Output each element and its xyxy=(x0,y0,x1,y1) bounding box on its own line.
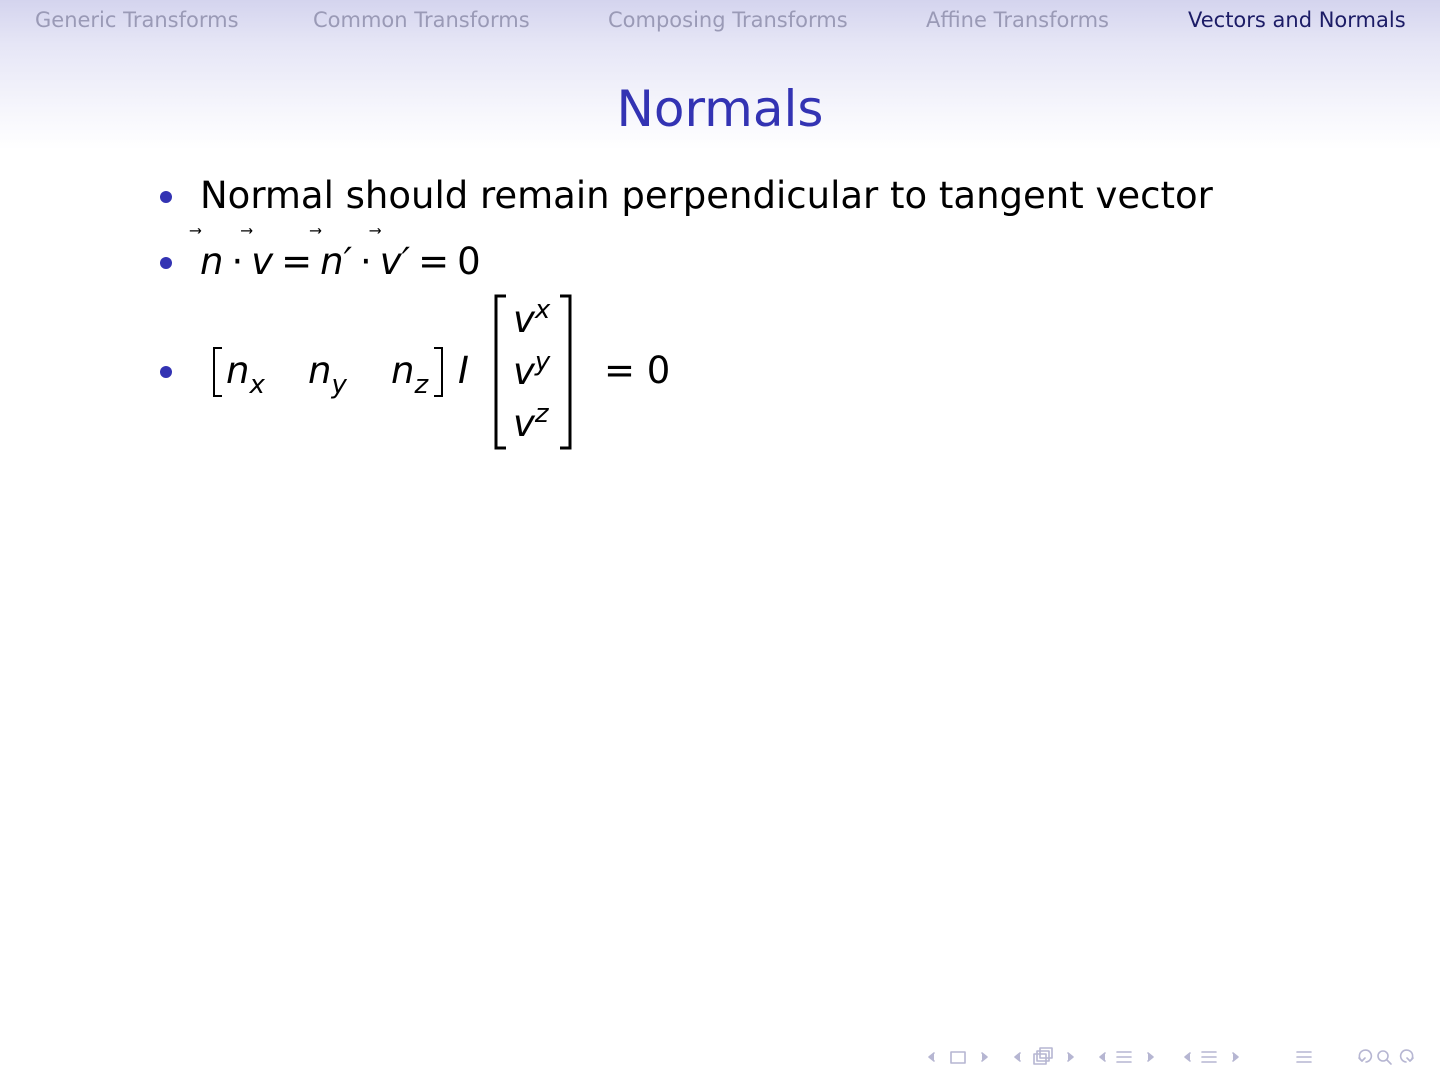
slide-prev-icon[interactable] xyxy=(1185,1053,1190,1061)
frame-icon xyxy=(951,1052,965,1063)
section-next-icon[interactable] xyxy=(1148,1053,1153,1061)
identity-matrix-symbol: I xyxy=(458,349,469,392)
dot-operator: · xyxy=(360,240,372,283)
equals-sign: = xyxy=(281,240,313,283)
column-entry-vy: $v^y$ xyxy=(513,347,551,393)
row-entry-nz: $n_z$ xyxy=(391,349,429,400)
bullet-marker xyxy=(160,366,172,378)
row-entry-nx: $n_x$ xyxy=(226,349,265,400)
beamer-navigation-bar xyxy=(920,1044,1430,1070)
equation-result: = 0 xyxy=(604,349,671,392)
row-entry-ny: $n_y$ xyxy=(308,349,347,400)
column-entry-vz: $v^z$ xyxy=(513,399,549,445)
vector-v-prime: v xyxy=(379,240,402,283)
nav-item-affine-transforms[interactable]: Affine Transforms xyxy=(926,8,1109,32)
zero-value: 0 xyxy=(457,240,481,283)
dot-operator: · xyxy=(231,240,244,283)
equals-sign: = xyxy=(418,240,450,283)
forward-icon[interactable] xyxy=(1401,1050,1413,1062)
vector-v: v xyxy=(251,240,274,283)
nav-item-composing-transforms[interactable]: Composing Transforms xyxy=(608,8,848,32)
frame-prev-icon[interactable] xyxy=(929,1053,934,1061)
vector-n-prime: n xyxy=(320,240,344,283)
section-icon xyxy=(1117,1052,1131,1062)
subsection-next-icon[interactable] xyxy=(1068,1053,1073,1061)
outline-icon[interactable] xyxy=(1297,1052,1311,1062)
vector-n: n xyxy=(200,240,224,283)
bullet-marker xyxy=(160,191,172,203)
frame-next-icon[interactable] xyxy=(982,1053,987,1061)
section-prev-icon[interactable] xyxy=(1100,1053,1105,1061)
equation-dot-product xyxy=(200,240,481,284)
subsection-icon xyxy=(1034,1048,1052,1064)
prime-mark: ′ xyxy=(401,240,411,283)
bullet-text: Normal should remain perpendicular to tangent vector xyxy=(200,174,1213,217)
search-icon[interactable] xyxy=(1378,1051,1391,1064)
section-navigation xyxy=(0,0,1440,40)
slide-next-icon[interactable] xyxy=(1233,1053,1238,1061)
prime-mark: ′ xyxy=(343,240,352,283)
bullet-marker xyxy=(160,257,172,269)
subsection-prev-icon[interactable] xyxy=(1015,1053,1020,1061)
nav-item-common-transforms[interactable]: Common Transforms xyxy=(313,8,530,32)
nav-item-generic-transforms[interactable]: Generic Transforms xyxy=(35,8,239,32)
slide-lines-icon xyxy=(1202,1052,1216,1062)
column-entry-vx: $v^x$ xyxy=(513,295,551,341)
slide-title: Normals xyxy=(616,80,824,138)
back-icon[interactable] xyxy=(1359,1050,1371,1062)
nav-item-vectors-and-normals[interactable]: Vectors and Normals xyxy=(1188,8,1406,32)
